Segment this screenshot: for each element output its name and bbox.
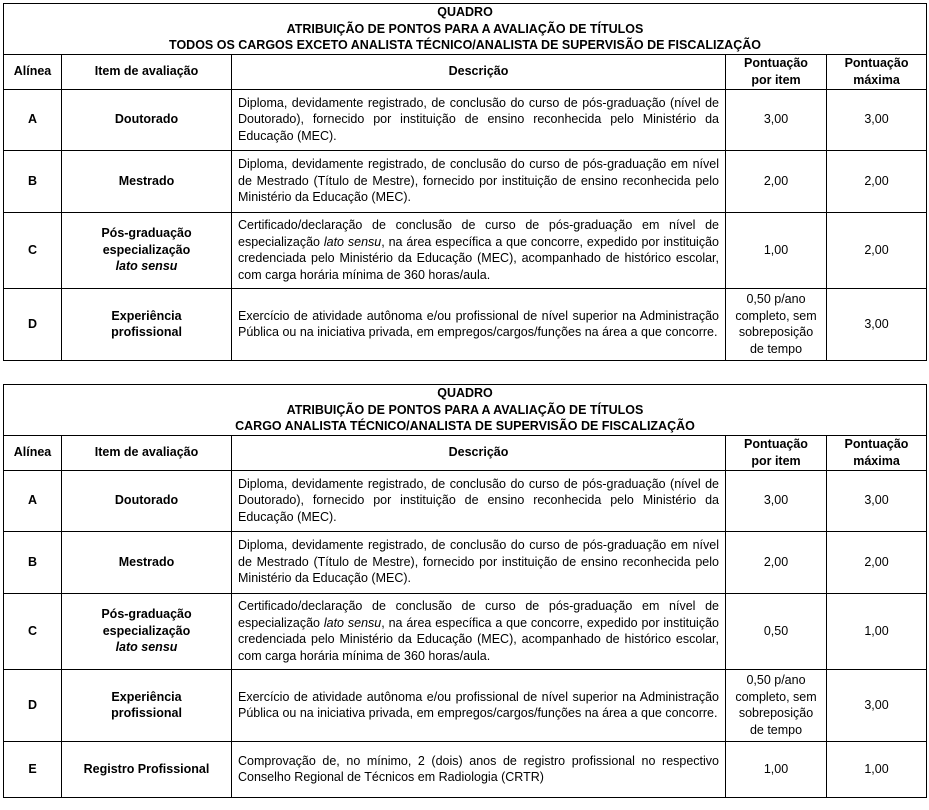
table-row: [4, 150, 927, 212]
row-points-per-item: 0,50 p/ano completo, sem sobreposição de tempo: [726, 288, 827, 360]
table-row: [4, 212, 927, 288]
table-title: QUADRO ATRIBUIÇÃO DE PONTOS PARA A AVALIAÇÃO DE TÍTULOS TODOS OS CARGOS EXCETO ANALISTA TÉCNICO/ANALISTA DE SUPERVISÃO DE FISCALIZAÇÃO: [4, 4, 927, 55]
row-description: Diploma, devidamente registrado, de conclusão do curso de pós-graduação em nível de Mestrado (Título de Mestre), fornecido por instituição de ensino reconhecida pelo Ministério da Educação (MEC).: [232, 531, 726, 593]
row-description: Diploma, devidamente registrado, de conclusão do curso de pós-graduação (nível de Doutorado), fornecido por instituição de ensino reconhecida pelo Ministério da Educação (MEC).: [232, 470, 726, 531]
header-alinea: Alínea: [4, 435, 62, 470]
row-alinea: C: [4, 212, 62, 288]
row-max-points: 1,00: [827, 741, 927, 797]
row-item: Mestrado: [62, 150, 232, 212]
header-alinea: Alínea: [4, 54, 62, 89]
row-points-per-item: 2,00: [726, 150, 827, 212]
row-description: Diploma, devidamente registrado, de conclusão do curso de pós-graduação (nível de Doutorado), fornecido por instituição de ensino reconhecida pelo Ministério da Educação (MEC).: [232, 89, 726, 150]
table-row: [4, 741, 927, 797]
row-description: Comprovação de, no mínimo, 2 (dois) anos de registro profissional no respectivo Conselho Regional de Técnicos em Radiologia (CRTR): [232, 741, 726, 797]
header-descricao: Descrição: [232, 435, 726, 470]
row-alinea: A: [4, 470, 62, 531]
table-row: [4, 470, 927, 531]
header-pontuacao-maxima: Pontuação máxima: [827, 54, 927, 89]
row-points-per-item: 3,00: [726, 89, 827, 150]
row-alinea: C: [4, 593, 62, 669]
row-item: Doutorado: [62, 470, 232, 531]
row-points-per-item: 0,50: [726, 593, 827, 669]
row-item: Doutorado: [62, 89, 232, 150]
points-table-analyst-position: [3, 384, 927, 798]
header-item: Item de avaliação: [62, 54, 232, 89]
header-pontuacao-maxima: Pontuação máxima: [827, 435, 927, 470]
header-descricao: Descrição: [232, 54, 726, 89]
points-table-all-positions: [3, 3, 927, 361]
row-max-points: 2,00: [827, 531, 927, 593]
row-alinea: A: [4, 89, 62, 150]
row-item: Registro Profissional: [62, 741, 232, 797]
row-item: Experiência profissional: [62, 669, 232, 741]
row-alinea: D: [4, 288, 62, 360]
row-max-points: 3,00: [827, 669, 927, 741]
header-pontuacao-por-item: Pontuação por item: [726, 435, 827, 470]
table-title-row: [4, 385, 927, 436]
table-row: [4, 288, 927, 360]
row-max-points: 3,00: [827, 89, 927, 150]
row-max-points: 1,00: [827, 593, 927, 669]
row-item: Pós-graduação especialização lato sensu: [62, 212, 232, 288]
header-pontuacao-por-item: Pontuação por item: [726, 54, 827, 89]
row-points-per-item: 1,00: [726, 741, 827, 797]
row-description: Diploma, devidamente registrado, de conclusão do curso de pós-graduação em nível de Mestrado (Título de Mestre), fornecido por instituição de ensino reconhecida pelo Ministério da Educação (MEC).: [232, 150, 726, 212]
table-row: [4, 593, 927, 669]
table-row: [4, 89, 927, 150]
row-points-per-item: 3,00: [726, 470, 827, 531]
row-alinea: B: [4, 150, 62, 212]
row-alinea: B: [4, 531, 62, 593]
row-max-points: 3,00: [827, 288, 927, 360]
row-item: Pós-graduação especialização lato sensu: [62, 593, 232, 669]
row-points-per-item: 1,00: [726, 212, 827, 288]
row-description: Exercício de atividade autônoma e/ou profissional de nível superior na Administração Pública ou na iniciativa privada, em empregos/cargos/funções na área a que concorre.: [232, 669, 726, 741]
table-row: [4, 669, 927, 741]
table-title: QUADRO ATRIBUIÇÃO DE PONTOS PARA A AVALIAÇÃO DE TÍTULOS CARGO ANALISTA TÉCNICO/ANALISTA DE SUPERVISÃO DE FISCALIZAÇÃO: [4, 385, 927, 436]
table-title-row: [4, 4, 927, 55]
row-description: Certificado/declaração de conclusão de curso de pós-graduação em nível de especialização lato sensu, na área específica a que concorre, expedido por instituição credenciada pelo Ministério da Educação (MEC), acompanhado de histórico escolar, com carga horária mínima de 360 horas/aula.: [232, 212, 726, 288]
row-points-per-item: 2,00: [726, 531, 827, 593]
table-row: [4, 531, 927, 593]
row-alinea: E: [4, 741, 62, 797]
table-header-row: [4, 54, 927, 89]
row-max-points: 2,00: [827, 150, 927, 212]
row-description: Exercício de atividade autônoma e/ou profissional de nível superior na Administração Pública ou na iniciativa privada, em empregos/cargos/funções na área a que concorre.: [232, 288, 726, 360]
table-header-row: [4, 435, 927, 470]
row-description: Certificado/declaração de conclusão de curso de pós-graduação em nível de especialização lato sensu, na área específica a que concorre, expedido por instituição credenciada pelo Ministério da Educação (MEC), acompanhado de histórico escolar, com carga horária mínima de 360 horas/aula.: [232, 593, 726, 669]
row-points-per-item: 0,50 p/ano completo, sem sobreposição de tempo: [726, 669, 827, 741]
row-max-points: 2,00: [827, 212, 927, 288]
header-item: Item de avaliação: [62, 435, 232, 470]
row-alinea: D: [4, 669, 62, 741]
row-item: Experiência profissional: [62, 288, 232, 360]
row-max-points: 3,00: [827, 470, 927, 531]
row-item: Mestrado: [62, 531, 232, 593]
